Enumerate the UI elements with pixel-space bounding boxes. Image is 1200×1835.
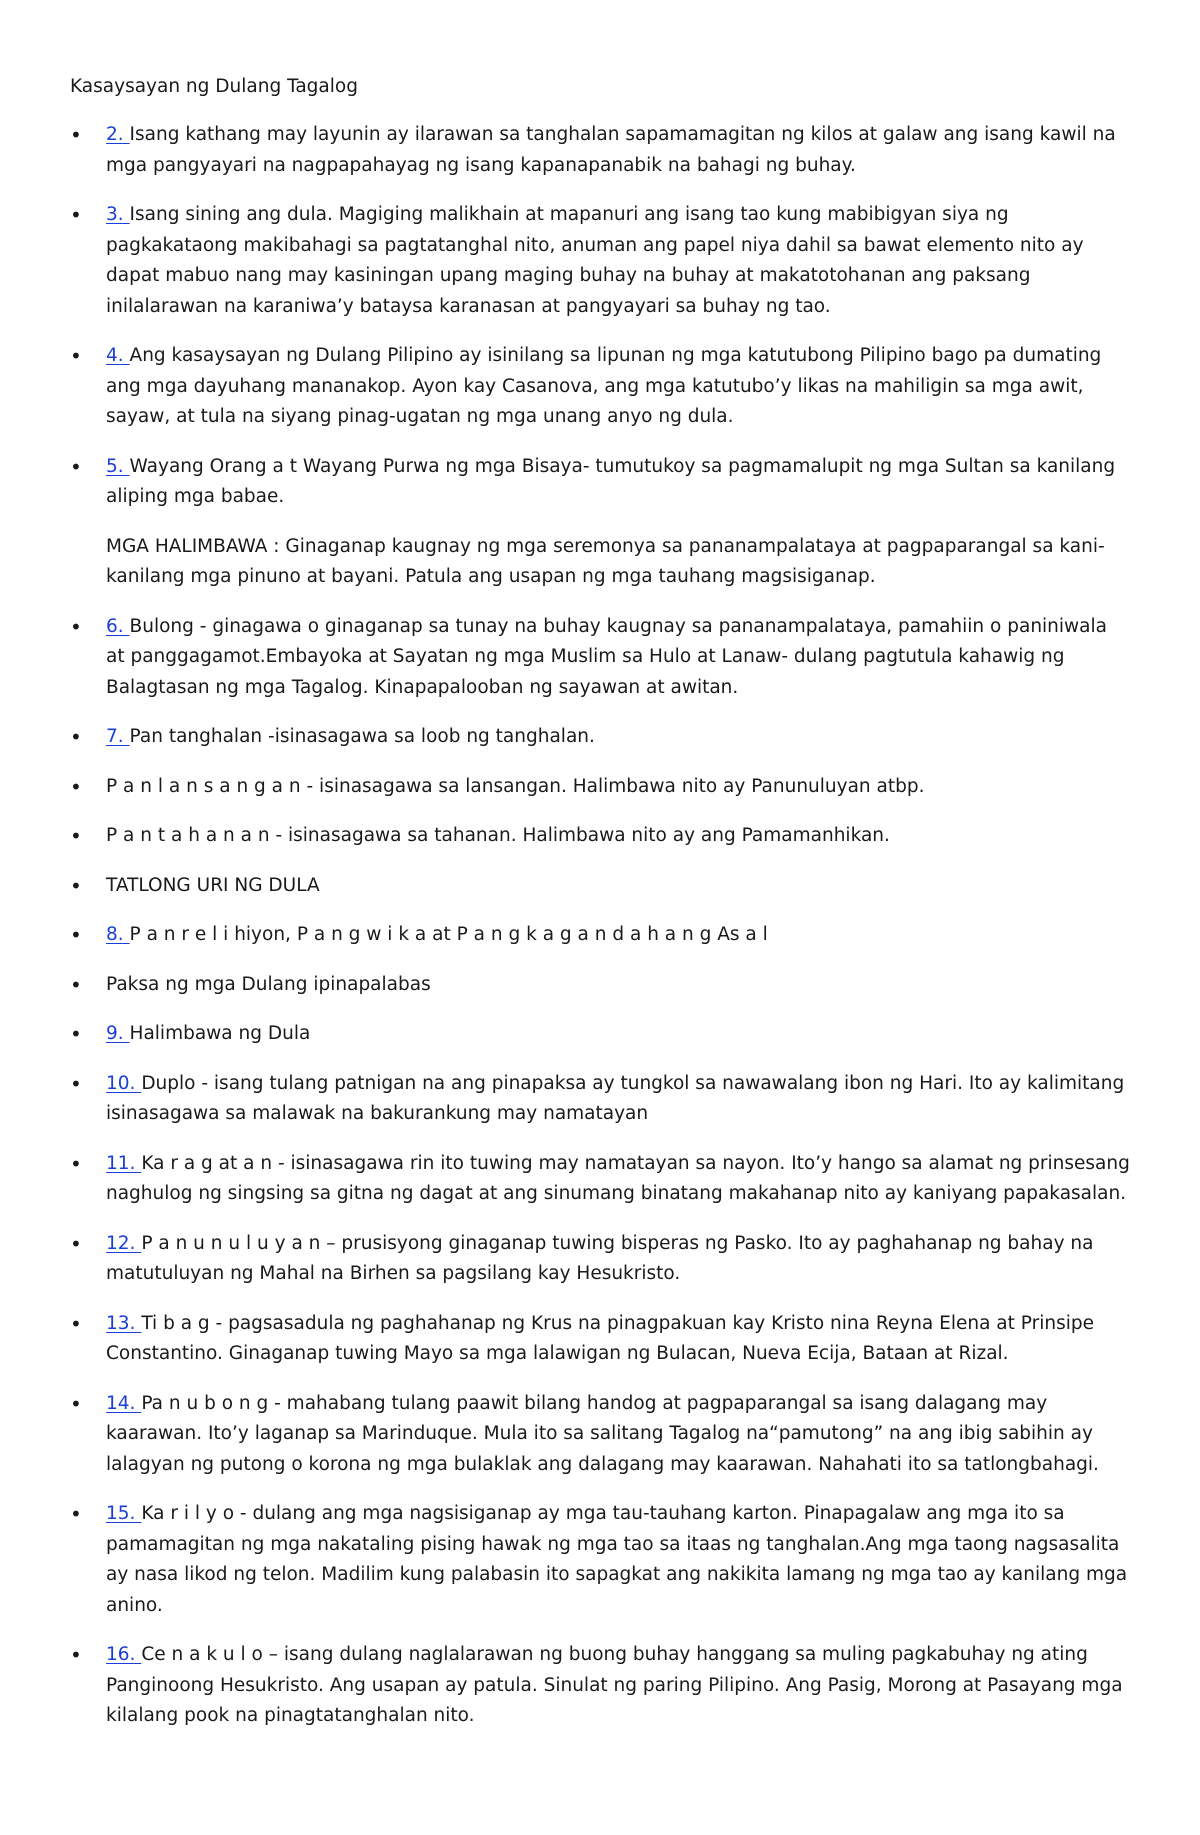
list-item bbox=[70, 970, 1130, 1001]
item-text: P a n r e l i hiyon, P a n g w i k a at P a n g k a g a n d a h a n g As a l bbox=[129, 924, 768, 945]
list-item bbox=[70, 772, 1130, 803]
item-number-link[interactable]: 6. bbox=[106, 615, 130, 637]
item-number-link[interactable]: 12. bbox=[106, 1232, 142, 1254]
item-number-link[interactable]: 15. bbox=[106, 1503, 142, 1524]
item-text: P a n l a n s a n g a n - isinasagawa sa lansangan. Halimbawa nito ay Panunuluyan atbp. bbox=[106, 775, 925, 797]
item-number-link[interactable]: 14. bbox=[106, 1392, 142, 1414]
item-text: P a n t a h a n a n - isinasagawa sa tahanan. Halimbawa nito ay ang Pamamanhikan. bbox=[106, 825, 890, 846]
item-text: Pa n u b o n g - mahabang tulang paawit bilang handog at pagpaparangal sa isang dalagang may kaarawan. Ito’y laganap sa Marinduque. Mula ito sa salitang Tagalog na“pamutong” na ang ibig sabihin ay lalagyan ng putong o korona ng mga bulaklak ang dalagang may kaarawan. Nahahati ito sa tatlongbahagi. bbox=[106, 1392, 1099, 1475]
list-item bbox=[70, 612, 1130, 704]
bullet-icon: • bbox=[70, 1231, 82, 1256]
item-text: Ang kasaysayan ng Dulang Pilipino ay isinilang sa lipunan ng mga katutubong Pilipino bago pa dumating ang mga dayuhang mananakop. Ayon kay Casanova, ang mga katutubo’y likas na mahiligin sa mga awit, sayaw, at tula na siyang pinag-ugatan ng mga unang anyo ng dula. bbox=[106, 345, 1102, 427]
list-item bbox=[70, 920, 1130, 951]
item-text: Isang sining ang dula. Magiging malikhain at mapanuri ang isang tao kung mabibigyan siya ng pagkakataong makibahagi sa pagtatanghal nito, anuman ang papel niya dahil sa bawat elemento nito ay dapat mabuo nang may kasiningan upang maging buhay na buhay at makatotohanan ang paksang inilalarawan na karaniwa’y bataysa karanasan at pangyayari sa buhay ng tao. bbox=[106, 204, 1084, 317]
list-item bbox=[70, 1309, 1130, 1370]
item-text: Ka r i l y o - dulang ang mga nagsisiganap ay mga tau-tauhang karton. Pinapagalaw ang mga ito sa pamamagitan ng mga nakataling pising hawak ng mga tao sa itaas ng tanghalan.Ang mga taong nagsasalita ay nasa likod ng telon. Madilim kung palabasin ito sapagkat ang nakikita lamang ng mga tao ay kanilang mga anino. bbox=[106, 1503, 1128, 1616]
item-text: P a n u n u l u y a n – prusisyong ginaganap tuwing bisperas ng Pasko. Ito ay paghahanap ng bahay na matutuluyan ng Mahal na Birhen sa pagsilang kay Hesukristo. bbox=[106, 1232, 1094, 1284]
item-number-link[interactable]: 7. bbox=[106, 726, 130, 747]
bullet-icon: • bbox=[70, 725, 82, 749]
list-item bbox=[70, 120, 1130, 181]
bullet-icon: • bbox=[70, 1151, 82, 1176]
bullet-icon: • bbox=[70, 1022, 82, 1046]
item-text: Isang kathang may layunin ay ilarawan sa tanghalan sapamamagitan ng kilos at galaw ang isang kawil na mga pangyayari na nagpapahayag ng isang kapanapanabik na bahagi ng buhay. bbox=[106, 124, 1116, 176]
list-item bbox=[70, 871, 1130, 902]
item-text: TATLONG URI NG DULA bbox=[106, 874, 320, 896]
item-number-link[interactable]: 4. bbox=[106, 345, 130, 366]
item-number-link[interactable]: 2. bbox=[106, 124, 130, 145]
item-number-link[interactable]: 9. bbox=[106, 1023, 130, 1044]
bullet-icon: • bbox=[70, 1502, 82, 1526]
list-item bbox=[70, 1149, 1130, 1210]
bullet-icon: • bbox=[70, 1643, 82, 1667]
item-number-link[interactable]: 3. bbox=[106, 204, 130, 225]
item-number-link[interactable]: 13. bbox=[106, 1312, 142, 1334]
list-item bbox=[70, 1069, 1130, 1130]
bullet-icon: • bbox=[70, 1391, 82, 1416]
item-number-link[interactable]: 11. bbox=[106, 1152, 142, 1174]
bullet-icon: • bbox=[70, 1071, 82, 1096]
item-text: Halimbawa ng Dula bbox=[129, 1023, 311, 1044]
item-text: Ti b a g - pagsasadula ng paghahanap ng Krus na pinagpakuan kay Kristo nina Reyna Elena at Prinsipe Constantino. Ginaganap tuwing Mayo sa mga lalawigan ng Bulacan, Nueva Ecija, Bataan at Rizal. bbox=[106, 1312, 1094, 1364]
list-item bbox=[70, 1019, 1130, 1050]
item-text: Paksa ng mga Dulang ipinapalabas bbox=[106, 973, 431, 995]
item-number-link[interactable]: 10. bbox=[106, 1072, 142, 1094]
bullet-icon: • bbox=[70, 454, 82, 479]
bullet-icon: • bbox=[70, 824, 82, 848]
list-item bbox=[70, 341, 1130, 433]
bullet-icon: • bbox=[70, 203, 82, 227]
document-title: Kasaysayan ng Dulang Tagalog bbox=[70, 76, 358, 97]
bullet-icon: • bbox=[70, 873, 82, 898]
item-text: Ce n a k u l o – isang dulang naglalarawan ng buong buhay hanggang sa muling pagkabuhay ng ating Panginoong Hesukristo. Ang usapan ay patula. Sinulat ng paring Pilipino. Ang Pasig, Morong at Pasayang mga kilalang pook na pinagtatanghalan nito. bbox=[106, 1644, 1123, 1726]
bullet-icon: • bbox=[70, 344, 82, 368]
bullet-icon: • bbox=[70, 1311, 82, 1336]
bullet-icon: • bbox=[70, 123, 82, 147]
list-item bbox=[70, 1389, 1130, 1481]
item-number-link[interactable]: 5. bbox=[106, 455, 130, 477]
bullet-icon: • bbox=[70, 774, 82, 799]
item-number-link[interactable]: 16. bbox=[106, 1644, 142, 1665]
item-text: Duplo - isang tulang patnigan na ang pinapaksa ay tungkol sa nawawalang ibon ng Hari. Ito ay kalimitang isinasagawa sa malawak na bakurankung may namatayan bbox=[106, 1072, 1125, 1124]
list-item bbox=[70, 452, 1130, 513]
item-text: Wayang Orang a t Wayang Purwa ng mga Bisaya- tumutukoy sa pagmamalupit ng mga Sultan sa kanilang aliping mga babae. bbox=[106, 455, 1116, 507]
list-item bbox=[70, 200, 1130, 322]
item-number-link[interactable]: 8. bbox=[106, 924, 130, 945]
item-text: Bulong - ginagawa o ginaganap sa tunay na buhay kaugnay sa pananampalataya, pamahiin o paniniwala at panggagamot.Embayoka at Sayatan ng mga Muslim sa Hulo at Lanaw- dulang pagtutula kahawig ng Balagtasan ng mga Tagalog. Kinapapalooban ng sayawan at awitan. bbox=[106, 615, 1107, 698]
list-item bbox=[70, 821, 1130, 852]
bullet-icon: • bbox=[70, 923, 82, 947]
document-page bbox=[70, 72, 1130, 1751]
list-item bbox=[70, 1499, 1130, 1621]
list-item bbox=[70, 1640, 1130, 1732]
examples-note: MGA HALIMBAWA : Ginaganap kaugnay ng mga seremonya sa pananampalataya at pagpaparangal sa kani- kanilang mga pinuno at bayani. Patula ang usapan ng mga tauhang magsisiganap. bbox=[106, 535, 1105, 587]
item-text: Ka r a g at a n - isinasagawa rin ito tuwing may namatayan sa nayon. Ito’y hango sa alamat ng prinsesang naghulog ng singsing sa gitna ng dagat at ang sinumang binatang makahanap nito ay kaniyang papakasalan. bbox=[106, 1152, 1130, 1204]
list-item bbox=[70, 722, 1130, 753]
bullet-icon: • bbox=[70, 614, 82, 639]
item-text: Pan tanghalan -isinasagawa sa loob ng tanghalan. bbox=[129, 726, 595, 747]
list-item bbox=[70, 1229, 1130, 1290]
bullet-icon: • bbox=[70, 972, 82, 997]
